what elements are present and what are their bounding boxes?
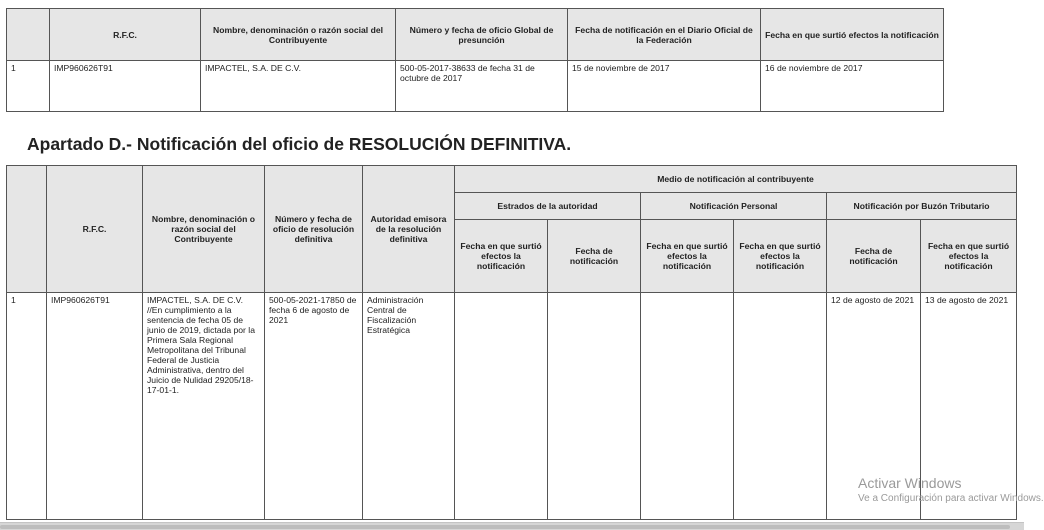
cell-personal-effect-date — [641, 293, 734, 520]
cell-boards-notification-date — [548, 293, 641, 520]
header-taxpayer-name: Nombre, denominación o razón social del Contribuyente — [143, 166, 265, 293]
cell-number: 1 — [7, 293, 47, 520]
header-mailbox-notification-date: Fecha de notificación — [827, 220, 921, 293]
header-rfc: R.F.C. — [47, 166, 143, 293]
final-resolution-table — [6, 165, 1017, 520]
header-effect-date: Fecha en que surtió efectos la notificación — [761, 9, 944, 61]
table-header-row — [7, 9, 944, 61]
header-notification-medium: Medio de notificación al contribuyente — [455, 166, 1017, 193]
header-issuing-authority: Autoridad emisora de la resolución definitiva — [363, 166, 455, 293]
section-heading: Apartado D.- Notificación del oficio de RESOLUCIÓN DEFINITIVA. — [27, 134, 572, 154]
cell-taxpayer-name: IMPACTEL, S.A. DE C.V. — [201, 61, 396, 112]
cell-dof-date: 15 de noviembre de 2017 — [568, 61, 761, 112]
header-number — [7, 166, 47, 293]
cell-number: 1 — [7, 61, 50, 112]
header-resolution-number: Número y fecha de oficio de resolución definitiva — [265, 166, 363, 293]
horizontal-scrollbar[interactable] — [0, 522, 1024, 530]
cell-rfc: IMP960626T91 — [50, 61, 201, 112]
cell-office-number: 500-05-2017-38633 de fecha 31 de octubre de 2017 — [396, 61, 568, 112]
table-row — [7, 293, 1017, 520]
table-row — [7, 61, 944, 112]
header-boards-notification-date: Fecha de notificación — [548, 220, 641, 293]
header-rfc: R.F.C. — [50, 9, 201, 61]
header-tax-mailbox: Notificación por Buzón Tributario — [827, 193, 1017, 220]
header-authority-boards: Estrados de la autoridad — [455, 193, 641, 220]
header-taxpayer-name: Nombre, denominación o razón social del Contribuyente — [201, 9, 396, 61]
cell-taxpayer-name: IMPACTEL, S.A. DE C.V. //En cumplimiento a la sentencia de fecha 05 de junio de 2019, dictada por la Primera Sala Regional Metropolitana del Tribunal Federal de Justicia Administrativa, dentro del Juicio de Nulidad 29205/18-17-01-1. — [143, 293, 265, 520]
header-number — [7, 9, 50, 61]
scrollbar-thumb[interactable] — [0, 525, 1010, 529]
cell-mailbox-effect-date: 13 de agosto de 2021 — [921, 293, 1017, 520]
header-personal-effect-date-2: Fecha en que surtió efectos la notificación — [734, 220, 827, 293]
header-boards-effect-date: Fecha en que surtió efectos la notificación — [455, 220, 548, 293]
header-personal-notification: Notificación Personal — [641, 193, 827, 220]
cell-effect-date: 16 de noviembre de 2017 — [761, 61, 944, 112]
cell-mailbox-notification-date: 12 de agosto de 2021 — [827, 293, 921, 520]
table-header-row — [7, 166, 1017, 193]
presumption-table — [6, 8, 944, 112]
cell-boards-effect-date — [455, 293, 548, 520]
cell-rfc: IMP960626T91 — [47, 293, 143, 520]
header-mailbox-effect-date: Fecha en que surtió efectos la notificación — [921, 220, 1017, 293]
cell-issuing-authority: Administración Central de Fiscalización Estratégica — [363, 293, 455, 520]
header-office-number: Número y fecha de oficio Global de presunción — [396, 9, 568, 61]
cell-personal-effect-date-2 — [734, 293, 827, 520]
cell-resolution-number: 500-05-2021-17850 de fecha 6 de agosto de 2021 — [265, 293, 363, 520]
watermark-title: Activar Windows — [858, 475, 962, 491]
watermark-subtitle: Ve a Configuración para activar Windows. — [858, 493, 1044, 504]
header-dof-date: Fecha de notificación en el Diario Oficial de la Federación — [568, 9, 761, 61]
header-personal-effect-date: Fecha en que surtió efectos la notificación — [641, 220, 734, 293]
